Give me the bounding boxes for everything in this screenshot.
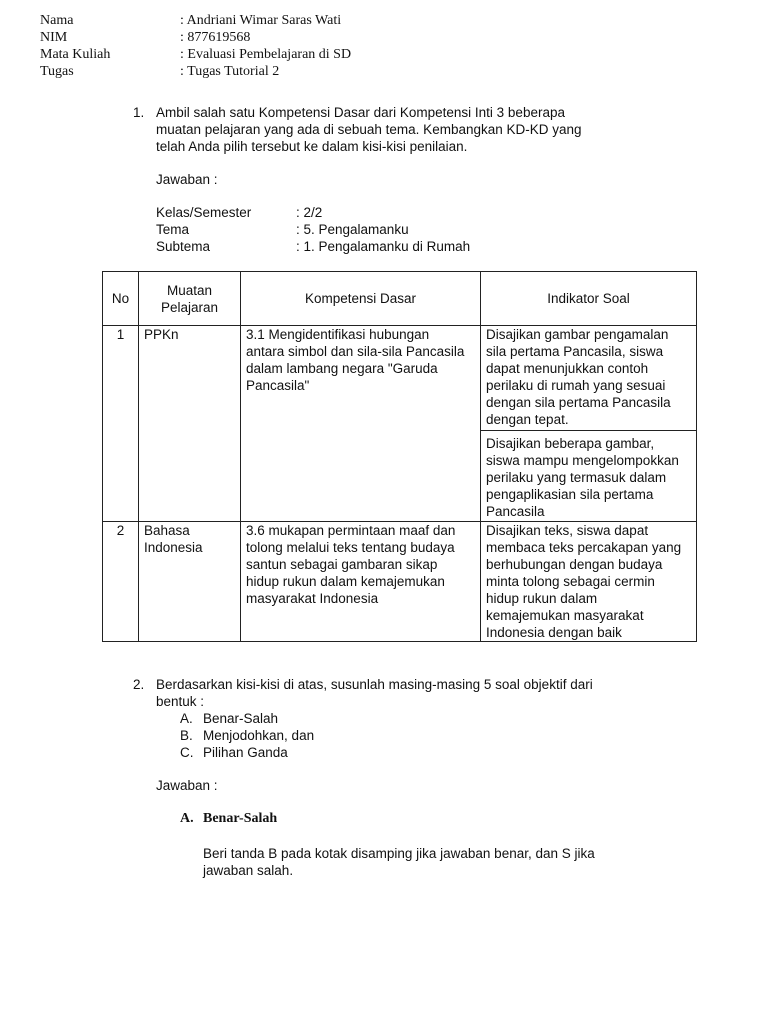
column-header-subject-line: Pelajaran [160, 299, 219, 315]
question-2-line: bentuk : [156, 694, 205, 709]
question-2-line: Berdasarkan kisi-kisi di atas, susunlah masing-masing 5 soal objektif dari [156, 677, 593, 692]
table-row [103, 326, 697, 522]
indicator-line: siswa mampu mengelompokkan [486, 453, 679, 468]
answer-label: Jawaban : [156, 778, 218, 793]
task-label: Tugas [40, 64, 74, 79]
option-text: Menjodohkan, dan [203, 728, 315, 743]
column-header-no: No [103, 272, 139, 326]
subtheme-value: : 1. Pengalamanku di Rumah [296, 239, 471, 254]
option-letter: B. [180, 728, 193, 743]
section-letter: A. [180, 811, 194, 826]
indicator-line: hidup rukun dalam [486, 591, 598, 606]
instruction-line: jawaban salah. [203, 863, 294, 878]
basic-competence-cell [241, 522, 481, 642]
table-header-row [103, 272, 697, 326]
indicator-line: pengaplikasian sila pertama [486, 487, 654, 502]
assessment-grid-table [102, 271, 697, 642]
indicator-line: membaca teks percakapan yang [486, 540, 682, 555]
option-text: Pilihan Ganda [203, 745, 288, 760]
indicator-item [486, 326, 691, 430]
basic-competence-cell [241, 326, 481, 522]
competence-line: 3.1 Mengidentifikasi hubungan [246, 327, 430, 342]
question-1-line: telah Anda pilih tersebut ke dalam kisi-kisi penilaian. [156, 139, 468, 154]
competence-line: santun sebagai gambaran sikap [246, 557, 438, 572]
indicator-line: minta tolong sebagai cermin [486, 574, 655, 589]
competence-line: tolong melalui teks tentang budaya [246, 540, 455, 555]
option-text: Benar-Salah [203, 711, 279, 726]
indicator-line: perilaku yang termasuk dalam [486, 470, 667, 485]
instruction-line: Beri tanda B pada kotak disamping jika jawaban benar, dan S jika [203, 846, 595, 861]
class-semester-label: Kelas/Semester [156, 205, 252, 220]
competence-line: hidup rukun dalam kemajemukan [246, 574, 445, 589]
indicator-cell [481, 522, 697, 642]
indicator-line: Disajikan beberapa gambar, [486, 436, 655, 451]
name-label: Nama [40, 13, 74, 28]
subject-line: PPKn [144, 327, 179, 342]
column-header-basic-competence: Kompetensi Dasar [241, 272, 481, 326]
subtheme-label: Subtema [156, 239, 211, 254]
nim-label: NIM [40, 30, 68, 45]
task-value: : Tugas Tutorial 2 [180, 64, 280, 79]
course-label: Mata Kuliah [40, 47, 111, 62]
indicator-line: Pancasila [486, 504, 545, 519]
nim-value: : 877619568 [180, 30, 251, 45]
row-number: 1 [103, 326, 139, 522]
column-header-indicator: Indikator Soal [481, 272, 697, 326]
name-value: : Andriani Wimar Saras Wati [180, 13, 342, 28]
question-1-number: 1. [133, 105, 145, 120]
competence-line: 3.6 mukapan permintaan maaf dan [246, 523, 456, 538]
indicator-item [481, 430, 696, 520]
answer-label: Jawaban : [156, 172, 218, 187]
question-2-number: 2. [133, 677, 145, 692]
section-title: Benar-Salah [203, 811, 278, 826]
question-1-line: muatan pelajaran yang ada di sebuah tema. Kembangkan KD-KD yang [156, 122, 582, 137]
indicator-line: perilaku di rumah yang sesuai [486, 378, 666, 393]
theme-label: Tema [156, 222, 190, 237]
subject-cell [139, 326, 241, 522]
competence-line: dalam lambang negara "Garuda [246, 361, 438, 376]
indicator-line: Disajikan gambar pengamalan [486, 327, 669, 342]
subject-cell [139, 522, 241, 642]
subject-line: Bahasa [144, 523, 190, 538]
indicator-line: Disajikan teks, siswa dapat [486, 523, 649, 538]
option-letter: A. [180, 711, 193, 726]
column-header-subject-line: Muatan [166, 282, 213, 298]
subject-line: Indonesia [144, 540, 203, 555]
competence-line: masyarakat Indonesia [246, 591, 379, 606]
indicator-line: dengan sila pertama Pancasila [486, 395, 671, 410]
competence-line: antara simbol dan sila-sila Pancasila [246, 344, 465, 359]
indicator-line: Indonesia dengan baik [486, 625, 622, 640]
indicator-line: dapat menunjukkan contoh [486, 361, 649, 376]
class-semester-value: : 2/2 [296, 205, 323, 220]
indicator-line: sila pertama Pancasila, siswa [486, 344, 664, 359]
theme-value: : 5. Pengalamanku [296, 222, 409, 237]
course-value: : Evaluasi Pembelajaran di SD [180, 47, 352, 62]
option-letter: C. [180, 745, 194, 760]
indicator-cell [481, 326, 697, 522]
row-number: 2 [103, 522, 139, 642]
competence-line: Pancasila" [246, 378, 310, 393]
indicator-line: berhubungan dengan budaya [486, 557, 663, 572]
indicator-line: dengan tepat. [486, 412, 569, 427]
table-row [103, 522, 697, 642]
question-1-line: Ambil salah satu Kompetensi Dasar dari Kompetensi Inti 3 beberapa [156, 105, 565, 120]
indicator-line: kemajemukan masyarakat [486, 608, 644, 623]
column-header-subject [139, 272, 241, 326]
